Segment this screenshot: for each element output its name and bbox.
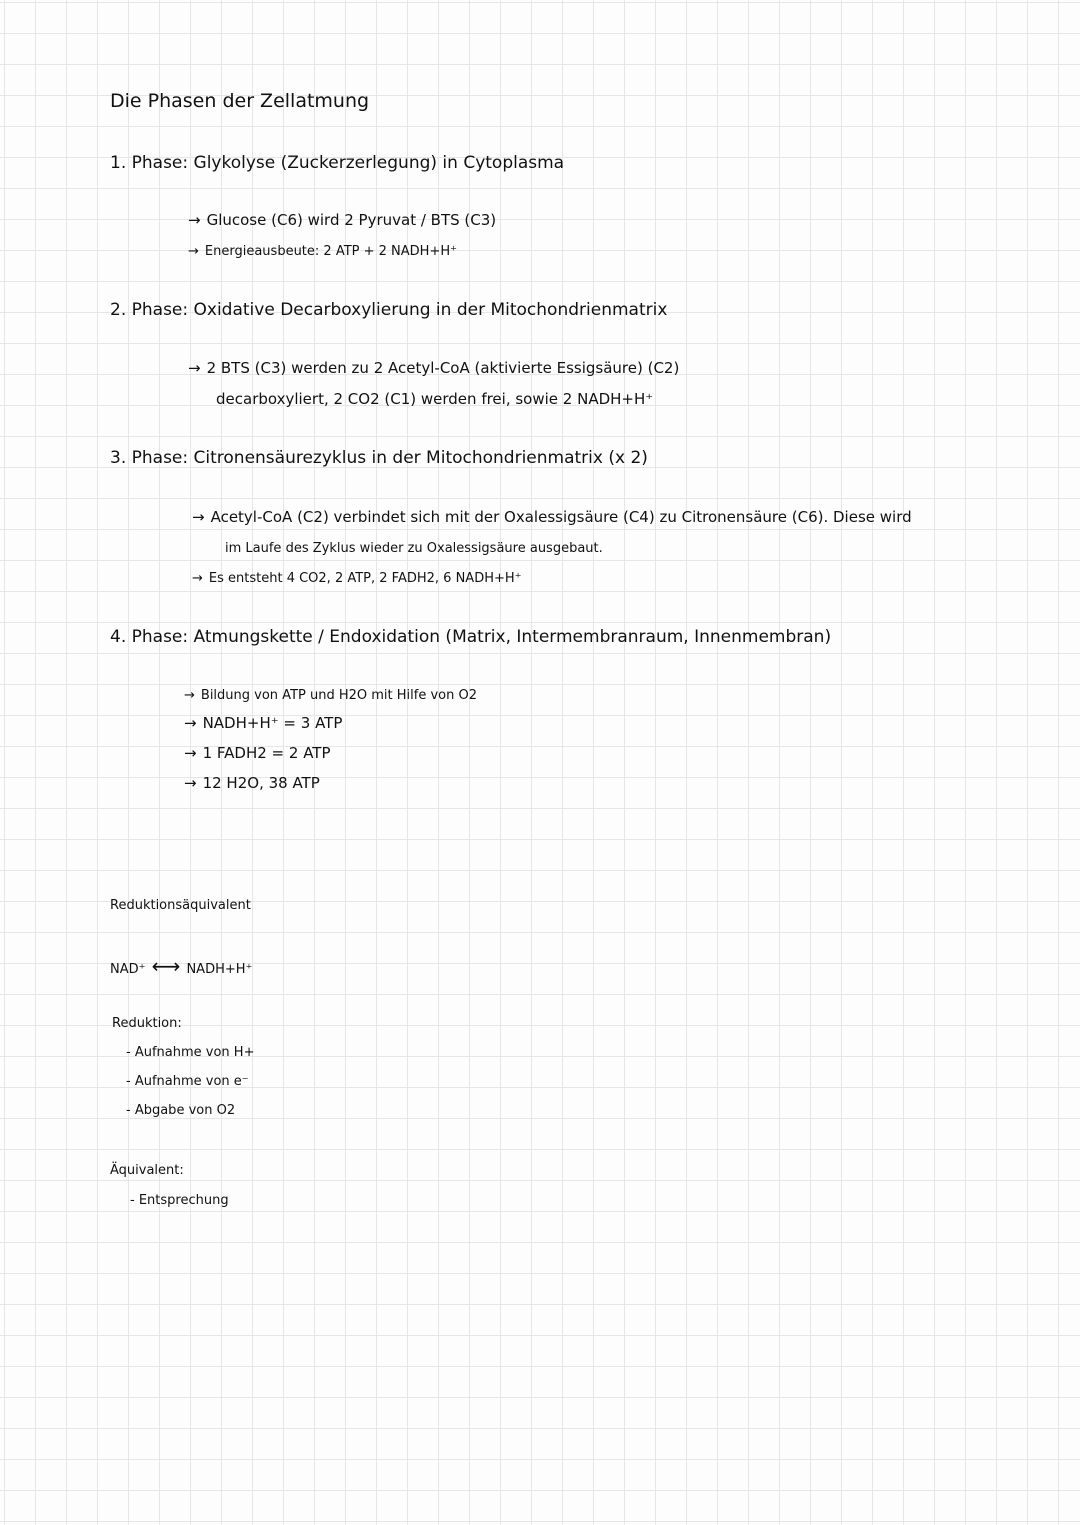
reduktionsaequivalent-label: Reduktionsäquivalent <box>110 898 251 913</box>
reduktion-item-2: - Aufnahme von e⁻ <box>126 1074 249 1089</box>
arrow-right-icon: → <box>184 774 197 792</box>
arrow-right-icon: → <box>192 571 203 586</box>
phase3-bullet-1-line-2: im Laufe des Zyklus wieder zu Oxalessigsäure ausgebaut. <box>225 541 603 556</box>
phase2-bullet-line-2: decarboxyliert, 2 CO2 (C1) werden frei, sowie 2 NADH+H⁺ <box>216 390 654 408</box>
reduktion-item-1: - Aufnahme von H+ <box>126 1045 255 1060</box>
phase4-bullet-2: → NADH+H⁺ = 3 ATP <box>184 714 343 732</box>
aequivalent-item-1: - Entsprechung <box>130 1193 229 1208</box>
phase3-bullet-2: → Es entsteht 4 CO2, 2 ATP, 2 FADH2, 6 NADH+H⁺ <box>192 571 522 586</box>
reduktion-label: Reduktion: <box>112 1016 182 1031</box>
phase4-bullet-1: → Bildung von ATP und H2O mit Hilfe von O2 <box>184 688 477 703</box>
phase3-bullet-1-line-1: → Acetyl-CoA (C2) verbindet sich mit der Oxalessigsäure (C4) zu Citronensäure (C6). Diese wird <box>192 508 912 526</box>
arrow-right-icon: → <box>184 714 197 732</box>
equation-left: NAD⁺ <box>110 962 146 977</box>
double-arrow-icon: ⟷ <box>151 954 181 978</box>
arrow-right-icon: → <box>188 244 199 259</box>
arrow-right-icon: → <box>184 744 197 762</box>
reduktion-item-3: - Abgabe von O2 <box>126 1103 236 1118</box>
phase1-heading: 1. Phase: Glykolyse (Zuckerzerlegung) in Cytoplasma <box>110 153 565 173</box>
phase2-bullet-line-1: → 2 BTS (C3) werden zu 2 Acetyl-CoA (aktivierte Essigsäure) (C2) <box>188 359 680 377</box>
phase4-heading: 4. Phase: Atmungskette / Endoxidation (Matrix, Intermembranraum, Innenmembran) <box>110 627 832 647</box>
phase4-bullet-4: → 12 H2O, 38 ATP <box>184 774 320 792</box>
aequivalent-label: Äquivalent: <box>110 1163 184 1178</box>
phase1-bullet-2: → Energieausbeute: 2 ATP + 2 NADH+H⁺ <box>188 244 457 259</box>
phase4-bullet-3: → 1 FADH2 = 2 ATP <box>184 744 331 762</box>
phase1-bullet-1: → Glucose (C6) wird 2 Pyruvat / BTS (C3) <box>188 211 497 229</box>
phase2-heading: 2. Phase: Oxidative Decarboxylierung in der Mitochondrienmatrix <box>110 300 668 320</box>
equation-right: NADH+H⁺ <box>186 962 253 977</box>
arrow-right-icon: → <box>188 359 201 377</box>
nad-equation <box>110 956 252 976</box>
phase3-heading: 3. Phase: Citronensäurezyklus in der Mitochondrienmatrix (x 2) <box>110 448 648 468</box>
page-title: Die Phasen der Zellatmung <box>110 90 370 112</box>
arrow-right-icon: → <box>188 211 201 229</box>
arrow-right-icon: → <box>184 688 195 703</box>
arrow-right-icon: → <box>192 508 205 526</box>
